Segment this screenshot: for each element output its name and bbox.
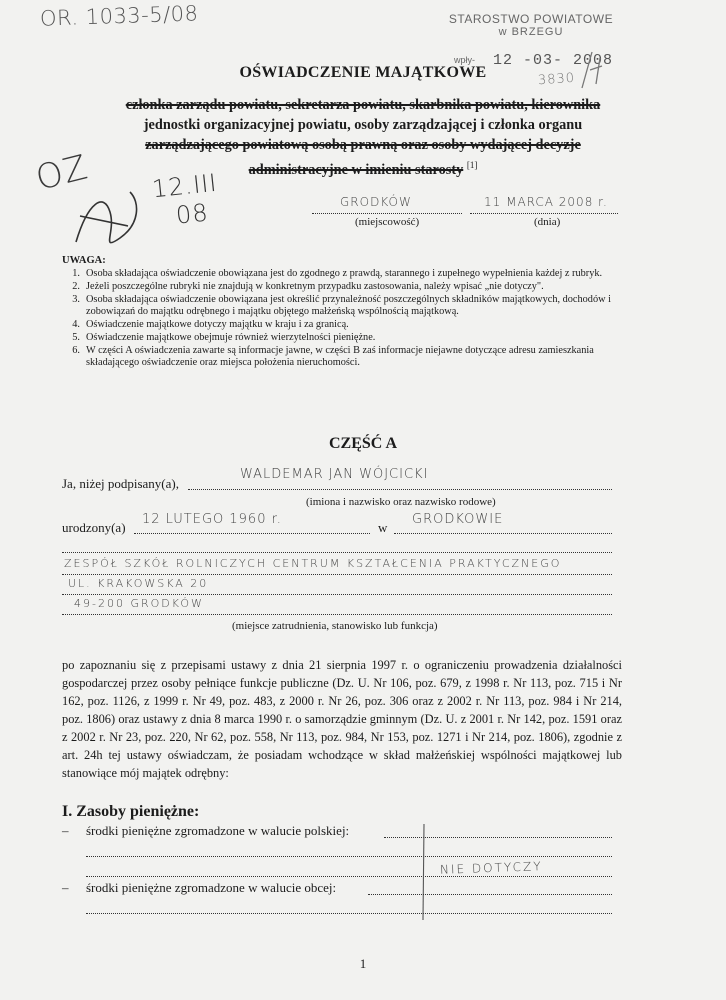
stamp-line-1: STAROSTWO POWIATOWE [448,12,614,26]
employment-line-2: UL. KRAKOWSKA 20 [68,577,209,590]
employment-dotted-line-3 [62,594,612,595]
note-item: 5. Oświadczenie majątkowe obejmuje również wierzytelności pieniężne. [72,332,376,343]
name-dotted-line [188,489,612,490]
born-place-dotted-line [394,533,612,534]
employment-caption: (miejsce zatrudnienia, stanowisko lub funkcja) [232,620,438,632]
date-caption: (dnia) [534,216,561,228]
note-item: 1. Osoba składająca oświadczenie obowiązana jest do zgodnego z prawdą, starannego i zupełnego wypełnienia każdej z rubryk. [72,268,603,279]
note-item: 2. Jeżeli poszczególne rubryki nie znajdują w konkretnym przypadku zastosowania, należy wpisać „nie dotyczy". [72,281,544,292]
received-date-stamp: 12 -03- 2008 [493,52,614,69]
foreign-dotted-line-1 [368,894,612,895]
note-item: 6. W części A oświadczenia zawarte są informacje jawne, w części B zaś informacje niejawne dotyczące adresu zamieszkania składającego oświadczenie oraz miejsca położenia nieruchomości. [72,345,594,368]
legal-basis-paragraph: po zapoznaniu się z przepisami ustawy z dnia 21 sierpnia 1997 r. o ograniczeniu prowadzenia działalności gospodarczej przez osoby pełniące funkcje publiczne (Dz. U. Nr 106, poz. 679, z 1998 r. Nr 113, poz. 715 i Nr 162, poz. 1126, z 1999 r. Nr 49, poz. 483, z 2000 r. Nr 26, poz. 306 oraz z 2002 r. Nr 113, poz. 984 i Nr 214, poz. 1806) oraz ustawy z dnia 8 marca 1990 r. o samorządzie gminnym (Dz. U. z 2001 r. Nr 142, poz. 1591 oraz z 2002 r. Nr 23, poz. 220, Nr 62, poz. 558, Nr 113, poz. 984, Nr 153, poz. 1271 i Nr 214, poz. 1806), zgodnie z art. 24h tej ustawy oświadczam, że posiadam wchodzące w skład małżeńskiej wspólności majątkowej lub stanowiące mój majątek odrębny: [62,658,622,780]
section-1-item-foreign: – środki pieniężne zgromadzone w walucie obcej: [62,880,337,895]
registry-number-handwritten: OR. 1033-5/08 [39,1,199,31]
page-number: 1 [359,956,367,971]
name-value: WALDEMAR JAN WÓJCICKI [240,467,429,482]
foreign-dotted-line-2 [86,913,612,914]
stamp-line-2: w BRZEGU [498,26,564,38]
margin-handwriting-year: 08 [174,198,210,230]
received-number-handwritten: 3830 [537,70,576,89]
note-item: 4. Oświadczenie majątkowe dotyczy majątku w kraju i za granicą. [72,319,349,330]
margin-signature-scrawl [70,182,150,258]
part-a-heading: CZĘŚĆ A [328,435,398,452]
employment-dotted-line-1 [62,552,612,553]
name-caption: (imiona i nazwisko oraz nazwisko rodowe) [306,496,496,508]
handwritten-vertical-stroke [418,822,430,922]
subtitle-line-4 [40,155,686,180]
office-stamp [446,12,616,38]
footnote-reference: [1] [466,160,478,170]
note-text: Osoba składająca oświadczenie obowiązana jest określić przynależność poszczególnych składników majątkowych, dochodów i zobowiązań do majątku odrębnego i majątku objętego małżeńską wspólnością majątkową. [86,294,611,317]
note-text: W części A oświadczenia zawarte są informacje jawne, w części B zaś informacje niejawne dotyczące adresu zamieszkania składającego oświadczenie oraz miejsca położenia nieruchomości. [86,345,594,368]
notes-list [66,268,632,370]
received-label: wpły- [454,55,476,65]
subtitle-line-2: jednostki organizacyjnej powiatu, osoby zarządzającej i członka organu [143,117,583,133]
born-place-value: GRODKOWIE [412,512,504,527]
subtitle-line-1: członka zarządu powiatu, sekretarza powiatu, skarbnika powiatu, kierownika [125,97,601,113]
section-1-heading: I. Zasoby pieniężne: [62,803,200,820]
place-value: GRODKÓW [340,195,412,209]
section-1-item-pln: – środki pieniężne zgromadzone w walucie polskiej: [62,823,350,838]
document-subtitle [40,95,686,180]
employment-line-1: ZESPÓŁ SZKÓŁ ROLNICZYCH CENTRUM KSZTAŁCENIA PRAKTYCZNEGO [64,557,562,570]
born-in-label: w [378,520,388,535]
signed-label: Ja, niżej podpisany(a), [62,476,179,491]
pln-dotted-line-2 [86,856,612,857]
place-dotted-line [312,213,462,214]
section-1-item-foreign-label: środki pieniężne zgromadzone w walucie obcej: [86,880,337,895]
note-text: Oświadczenie majątkowe dotyczy majątku w kraju i za granicą. [86,319,349,330]
note-text: Jeżeli poszczególne rubryki nie znajdują w konkretnym przypadku zastosowania, należy wpisać „nie dotyczy". [86,281,544,292]
note-item: 3. Osoba składająca oświadczenie obowiązana jest określić przynależność poszczególnych składników majątkowych, dochodów i zobowiązań do majątku odrębnego i majątku objętego małżeńską wspólnością majątkową. [72,294,611,317]
born-label: urodzony(a) [62,520,126,535]
not-applicable-handwritten: NIE DOTYCZY [439,859,543,877]
employment-dotted-line-4 [62,614,612,615]
pln-dotted-line-3 [86,876,612,877]
document-title: OŚWIADCZENIE MAJĄTKOWE [239,64,487,81]
margin-handwriting-date: 12.III [150,168,219,204]
place-caption: (miejscowość) [355,216,420,228]
margin-handwriting-mark: OZ [31,147,93,199]
employment-line-3: 49-200 GRODKÓW [74,597,204,610]
date-dotted-line [470,213,618,214]
notes-heading: UWAGA: [62,255,106,266]
employment-dotted-line-2 [62,574,612,575]
born-date-value: 12 LUTEGO 1960 r. [142,512,282,527]
note-text: Osoba składająca oświadczenie obowiązana jest do zgodnego z prawdą, starannego i zupełnego wypełnienia każdej z rubryk. [86,268,603,279]
date-value: 11 MARCA 2008 r. [484,195,608,209]
subtitle-line-3: zarządzającego powiatową osobą prawną oraz osoby wydającej decyzje [145,137,581,153]
note-text: Oświadczenie majątkowe obejmuje również wierzytelności pieniężne. [86,332,376,343]
section-1-item-pln-label: środki pieniężne zgromadzone w walucie polskiej: [86,823,350,838]
subtitle-line-4-text: administracyjne w imieniu starosty [248,161,464,178]
born-date-dotted-line [134,533,370,534]
